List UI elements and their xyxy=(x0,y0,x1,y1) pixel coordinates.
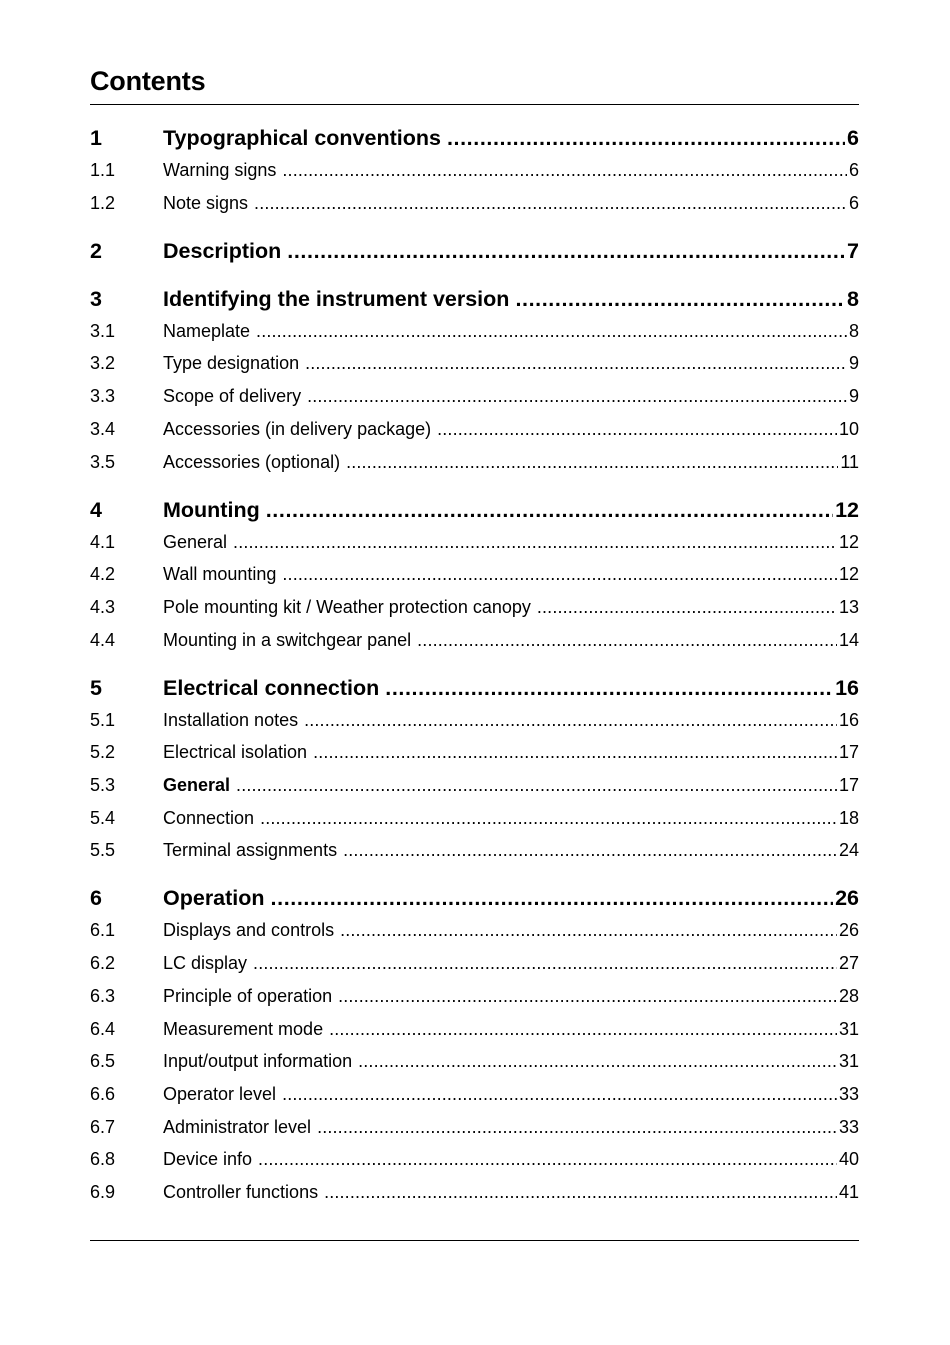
toc-entry-title: Electrical isolation xyxy=(163,742,308,763)
toc-entry-page-number: 12 xyxy=(838,531,859,552)
toc-entry-number: 3.4 xyxy=(90,418,116,439)
toc-entry-title: Pole mounting kit / Weather protection canopy xyxy=(163,596,531,617)
dot-leader xyxy=(266,495,833,525)
dot-leader xyxy=(253,950,837,976)
toc-entry-title: Measurement mode xyxy=(163,1018,324,1039)
dot-leader xyxy=(282,1081,837,1107)
toc-entry-title: Type designation xyxy=(163,353,300,374)
toc-entry-title: General xyxy=(163,775,231,795)
dot-leader xyxy=(358,1048,837,1074)
toc-chapter-entry[interactable] xyxy=(90,123,859,153)
toc-section-entry[interactable] xyxy=(90,1081,859,1107)
toc-entry-page-number: 27 xyxy=(838,953,859,974)
toc-entry-number: 5.1 xyxy=(90,709,116,730)
toc-entry-number: 4.2 xyxy=(90,564,116,585)
toc-entry-title: Note signs xyxy=(163,192,249,213)
toc-entry-page-number: 26 xyxy=(835,886,859,911)
dot-leader xyxy=(282,157,847,183)
toc-section-entry[interactable] xyxy=(90,950,859,976)
toc-entry-page-number: 40 xyxy=(838,1149,859,1170)
dot-leader xyxy=(317,1114,837,1140)
toc-chapter-entry[interactable] xyxy=(90,495,859,525)
toc-entry-number: 3.3 xyxy=(90,386,116,407)
toc-entry-title: Description xyxy=(163,238,282,263)
header-divider xyxy=(90,104,859,105)
toc-section-entry[interactable] xyxy=(90,739,859,765)
toc-entry-page-number: 7 xyxy=(847,238,859,263)
dot-leader xyxy=(515,284,845,314)
toc-entry-page-number: 41 xyxy=(838,1182,859,1202)
toc-entry-title: Device info xyxy=(163,1149,253,1170)
toc-entry-page-number: 6 xyxy=(847,126,859,150)
toc-entry-number: 1.1 xyxy=(90,160,116,180)
toc-entry-number: 6.1 xyxy=(90,920,116,941)
toc-entry-page-number: 17 xyxy=(838,775,859,795)
toc-entry-page-number: 12 xyxy=(838,564,859,585)
toc-section-entry[interactable] xyxy=(90,1016,859,1042)
toc-section-entry[interactable] xyxy=(90,416,859,442)
toc-entry-number: 5.2 xyxy=(90,742,116,763)
toc-entry-title: Principle of operation xyxy=(163,985,333,1006)
toc-entry-page-number: 31 xyxy=(838,1018,859,1039)
toc-entry-title: Mounting xyxy=(163,497,260,522)
toc-entry-number: 1 xyxy=(90,126,102,150)
toc-section-entry[interactable] xyxy=(90,1048,859,1074)
toc-entry-title: LC display xyxy=(163,953,248,974)
toc-entry-page-number: 12 xyxy=(835,497,859,522)
toc-entry-number: 5.4 xyxy=(90,807,116,828)
toc-section-entry[interactable] xyxy=(90,594,859,620)
toc-chapter-entry[interactable] xyxy=(90,284,859,314)
dot-leader xyxy=(537,594,837,620)
dot-leader xyxy=(346,449,838,475)
toc-section-entry[interactable] xyxy=(90,805,859,831)
dot-leader xyxy=(340,917,837,943)
toc-entry-title: Connection xyxy=(163,807,255,828)
toc-entry-title: Nameplate xyxy=(163,320,251,341)
toc-section-entry[interactable] xyxy=(90,1179,859,1205)
toc-section-entry[interactable] xyxy=(90,627,859,653)
toc-entry-title: Electrical connection xyxy=(163,675,380,700)
toc-entry-page-number: 9 xyxy=(848,386,859,407)
toc-entry-title: Input/output information xyxy=(163,1051,353,1072)
toc-section-entry[interactable] xyxy=(90,350,859,376)
toc-entry-page-number: 31 xyxy=(838,1051,859,1072)
toc-entry-number: 6.9 xyxy=(90,1182,116,1202)
toc-entry-number: 6 xyxy=(90,886,102,911)
toc-entry-title: Controller functions xyxy=(163,1182,319,1202)
toc-section-entry[interactable] xyxy=(90,707,859,733)
toc-entry-page-number: 14 xyxy=(838,629,859,650)
toc-entry-title: Operation xyxy=(163,886,265,911)
page-title: Contents xyxy=(90,66,206,96)
dot-leader xyxy=(329,1016,837,1042)
toc-entry-number: 3.2 xyxy=(90,353,116,374)
toc-entry-number: 3.1 xyxy=(90,320,116,341)
toc-section-entry[interactable] xyxy=(90,561,859,587)
toc-section-entry[interactable] xyxy=(90,1114,859,1140)
dot-leader xyxy=(447,123,845,153)
toc-entry-number: 4.1 xyxy=(90,531,116,552)
toc-entry-number: 4.4 xyxy=(90,629,116,650)
toc-entry-page-number: 33 xyxy=(838,1083,859,1104)
toc-entry-number: 3 xyxy=(90,286,102,311)
dot-leader xyxy=(385,673,833,703)
toc-entry-page-number: 13 xyxy=(838,596,859,617)
toc-section-entry[interactable] xyxy=(90,917,859,943)
toc-entry-number: 6.7 xyxy=(90,1116,116,1137)
toc-entry-title: Mounting in a switchgear panel xyxy=(163,629,412,650)
dot-leader xyxy=(313,739,837,765)
dot-leader xyxy=(256,318,847,344)
toc-entry-page-number: 10 xyxy=(838,418,859,439)
dot-leader xyxy=(305,350,847,376)
toc-entry-page-number: 28 xyxy=(838,985,859,1006)
toc-entry-title: Terminal assignments xyxy=(163,840,338,861)
dot-leader xyxy=(260,805,837,831)
toc-entry-number: 6.2 xyxy=(90,953,116,974)
toc-entry-number: 6.5 xyxy=(90,1051,116,1072)
toc-entry-title: Accessories (in delivery package) xyxy=(163,418,432,439)
dot-leader xyxy=(417,627,837,653)
toc-entry-page-number: 17 xyxy=(838,742,859,763)
toc-entry-title: Displays and controls xyxy=(163,920,335,941)
toc-entry-page-number: 16 xyxy=(835,675,859,700)
toc-entry-title: Installation notes xyxy=(163,709,299,730)
toc-section-entry[interactable] xyxy=(90,529,859,555)
dot-leader xyxy=(233,529,837,555)
toc-entry-page-number: 9 xyxy=(848,353,859,374)
toc-entry-number: 6.8 xyxy=(90,1149,116,1170)
toc-section-entry[interactable] xyxy=(90,318,859,344)
toc-entry-title: General xyxy=(163,531,228,552)
toc-chapter-entry[interactable] xyxy=(90,236,859,266)
toc-entry-number: 3.5 xyxy=(90,451,116,472)
toc-entry-page-number: 26 xyxy=(838,920,859,941)
dot-leader xyxy=(304,707,837,733)
dot-leader xyxy=(338,983,837,1009)
toc-entry-number: 1.2 xyxy=(90,192,116,213)
toc-entry-page-number: 6 xyxy=(848,160,859,180)
dot-leader xyxy=(258,1146,837,1172)
toc-section-entry[interactable] xyxy=(90,449,859,475)
toc-entry-number: 4.3 xyxy=(90,596,116,617)
dot-leader xyxy=(282,561,837,587)
toc-entry-title: Administrator level xyxy=(163,1116,312,1137)
toc-chapter-entry[interactable] xyxy=(90,883,859,913)
toc-entry-title: Scope of delivery xyxy=(163,386,302,407)
toc-entry-number: 4 xyxy=(90,497,102,522)
toc-section-entry[interactable] xyxy=(90,190,859,216)
toc-entry-number: 6.4 xyxy=(90,1018,116,1039)
toc-entry-number: 5 xyxy=(90,675,102,700)
toc-section-entry[interactable] xyxy=(90,157,859,183)
toc-entry-title: Identifying the instrument version xyxy=(163,286,510,311)
toc-entry-title: Operator level xyxy=(163,1083,277,1104)
toc-entry-title: Typographical conventions xyxy=(163,126,441,150)
toc-entry-page-number: 6 xyxy=(848,192,859,213)
toc-entry-title: Accessories (optional) xyxy=(163,451,341,472)
toc-section-entry[interactable] xyxy=(90,983,859,1009)
toc-chapter-entry[interactable] xyxy=(90,673,859,703)
dot-leader xyxy=(437,416,837,442)
toc-entry-title: Warning signs xyxy=(163,160,277,180)
dot-leader xyxy=(307,383,847,409)
toc-entry-page-number: 33 xyxy=(838,1116,859,1137)
toc-entry-title: Wall mounting xyxy=(163,564,277,585)
dot-leader xyxy=(271,883,834,913)
toc-entry-page-number: 16 xyxy=(838,709,859,730)
dot-leader xyxy=(236,772,837,798)
toc-entry-number: 6.6 xyxy=(90,1083,116,1104)
toc-entry-page-number: 11 xyxy=(840,451,859,472)
toc-entry-number: 6.3 xyxy=(90,985,116,1006)
toc-entry-page-number: 8 xyxy=(847,286,859,311)
toc-section-entry[interactable] xyxy=(90,772,859,798)
toc-entry-number: 5.5 xyxy=(90,840,116,861)
dot-leader xyxy=(287,236,845,266)
toc-section-entry[interactable] xyxy=(90,383,859,409)
toc-entry-page-number: 18 xyxy=(838,807,859,828)
toc-entry-page-number: 8 xyxy=(848,320,859,341)
toc-entry-number: 5.3 xyxy=(90,775,116,795)
toc-section-entry[interactable] xyxy=(90,1146,859,1172)
toc-section-entry[interactable] xyxy=(90,837,859,863)
dot-leader xyxy=(343,837,837,863)
dot-leader xyxy=(324,1179,837,1205)
dot-leader xyxy=(254,190,847,216)
footer-divider xyxy=(90,1240,859,1241)
toc-entry-number: 2 xyxy=(90,238,102,263)
toc-entry-page-number: 24 xyxy=(838,840,859,861)
